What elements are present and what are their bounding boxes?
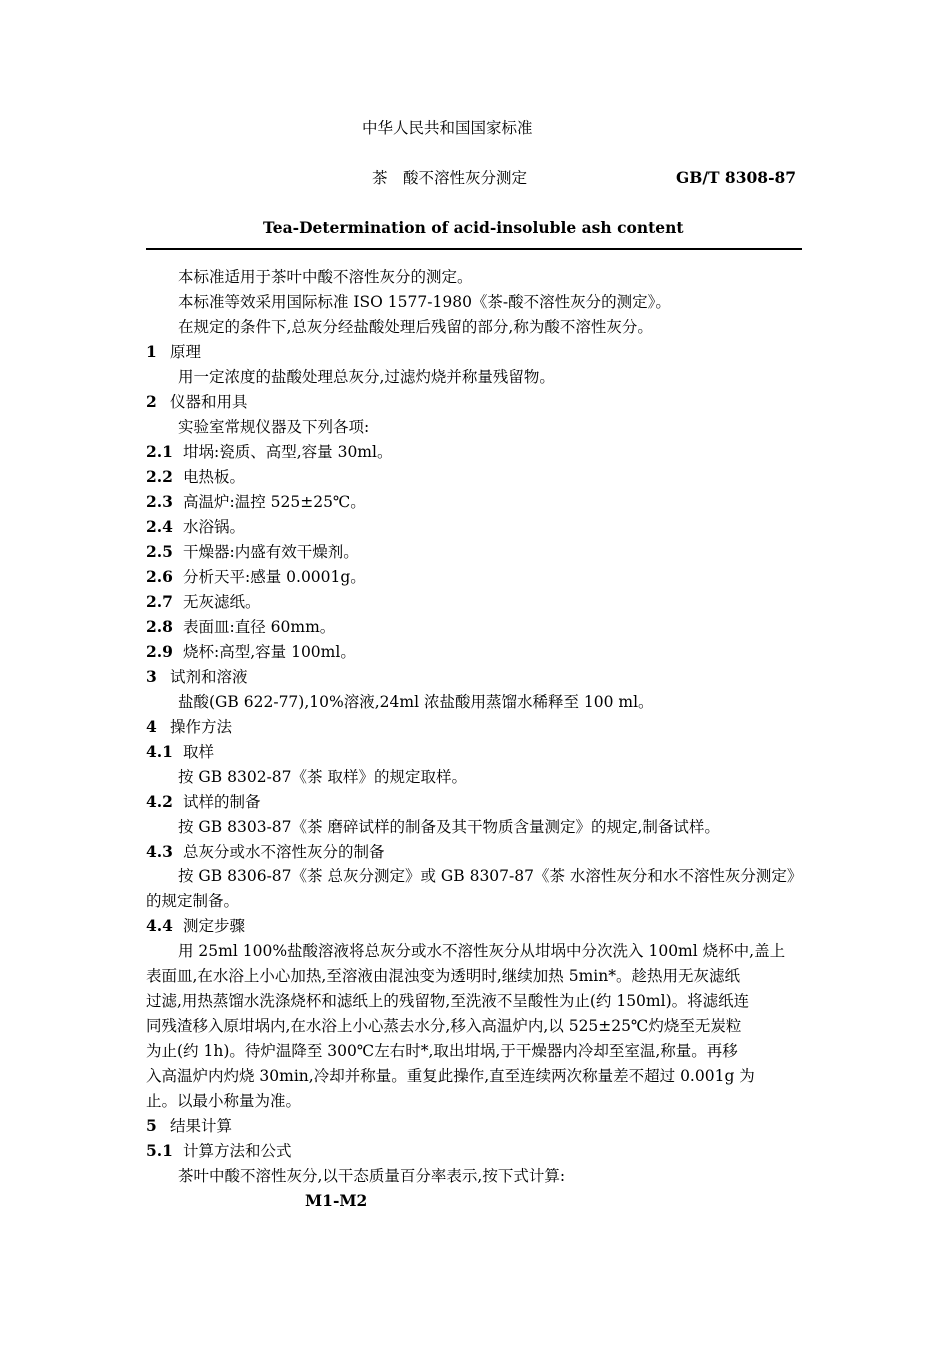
section-4-title: 操作方法 (170, 718, 233, 736)
item-text: 坩埚:瓷质、高型,容量 30ml。 (183, 443, 393, 461)
intro-iso-reference: 本标准等效采用国际标准 ISO 1577-1980《茶-酸不溶性灰分的测定》。 (178, 293, 671, 311)
section-2-text: 实验室常规仪器及下列各项: (178, 418, 370, 436)
standard-code: GB/T 8308-87 (676, 168, 797, 187)
section-3-title: 试剂和溶液 (170, 668, 248, 686)
item-number: 2.4 (146, 517, 173, 536)
section-4-2-text: 按 GB 8303-87《茶 磨碎试样的制备及其干物质含量测定》的规定,制备试样。 (178, 818, 720, 836)
section-2-number: 2 (146, 392, 157, 411)
section-1-number: 1 (146, 342, 157, 361)
item-number: 2.1 (146, 442, 173, 461)
section-5-1-title: 计算方法和公式 (183, 1142, 292, 1160)
item-number: 2.2 (146, 467, 173, 486)
standard-org: 中华人民共和国国家标准 (362, 119, 533, 137)
section-4-4-title: 测定步骤 (183, 917, 246, 935)
section-4-1-title: 取样 (183, 743, 215, 761)
section-4-4-text-line: 入高温炉内灼烧 30min,冷却并称量。重复此操作,直至连续两次称量差不超过 0.001g 为 (146, 1067, 755, 1085)
item-text: 表面皿:直径 60mm。 (183, 618, 336, 636)
item-number: 2.5 (146, 542, 173, 561)
item-number: 2.8 (146, 617, 173, 636)
section-4-4-text-line: 用 25ml 100%盐酸溶液将总灰分或水不溶性灰分从坩埚中分次洗入 100ml 烧杯中,盖上 (178, 942, 786, 960)
section-4-1-number: 4.1 (146, 742, 173, 761)
section-3-text: 盐酸(GB 622-77),10%溶液,24ml 浓盐酸用蒸馏水稀释至 100 ml。 (178, 693, 654, 711)
section-4-4-text-line: 止。以最小称量为准。 (146, 1092, 302, 1110)
intro-scope: 本标准适用于茶叶中酸不溶性灰分的测定。 (178, 268, 473, 286)
item-text: 烧杯:高型,容量 100ml。 (183, 643, 356, 661)
item-number: 2.7 (146, 592, 173, 611)
section-1-title: 原理 (170, 343, 202, 361)
item-number: 2.3 (146, 492, 173, 511)
section-1-text: 用一定浓度的盐酸处理总灰分,过滤灼烧并称量残留物。 (178, 368, 555, 386)
section-4-3-title: 总灰分或水不溶性灰分的制备 (183, 843, 385, 861)
section-4-4-text-line: 过滤,用热蒸馏水洗涤烧杯和滤纸上的残留物,至洗液不呈酸性为止(约 150ml)。将滤纸连 (146, 992, 750, 1010)
english-title: Tea-Determination of acid-insoluble ash content (263, 218, 684, 237)
section-4-3-number: 4.3 (146, 842, 173, 861)
section-4-4-text-line: 表面皿,在水浴上小心加热,至溶液由混浊变为透明时,继续加热 5min*。趁热用无灰滤纸 (146, 967, 740, 985)
item-number: 2.9 (146, 642, 173, 661)
section-2-title: 仪器和用具 (170, 393, 248, 411)
standard-title: 茶 酸不溶性灰分测定 (372, 169, 528, 187)
section-4-3-text-line: 按 GB 8306-87《茶 总灰分测定》或 GB 8307-87《茶 水溶性灰分和水不溶性灰分测定》 (178, 867, 803, 885)
item-text: 无灰滤纸。 (183, 593, 261, 611)
section-5-title: 结果计算 (170, 1117, 233, 1135)
section-5-number: 5 (146, 1116, 157, 1135)
section-4-2-number: 4.2 (146, 792, 173, 811)
section-3-number: 3 (146, 667, 157, 686)
section-4-3-text-line: 的规定制备。 (146, 892, 240, 910)
formula-numerator: M1-M2 (305, 1191, 368, 1210)
item-text: 水浴锅。 (183, 518, 246, 536)
item-text: 分析天平:感量 0.0001g。 (183, 568, 366, 586)
section-4-4-text-line: 为止(约 1h)。待炉温降至 300℃左右时*,取出坩埚,于干燥器内冷却至室温,称量。再移 (146, 1042, 738, 1060)
item-text: 干燥器:内盛有效干燥剂。 (183, 543, 359, 561)
section-4-4-text-line: 同残渣移入原坩埚内,在水浴上小心蒸去水分,移入高温炉内,以 525±25℃灼烧至无炭粒 (146, 1017, 742, 1035)
item-text: 电热板。 (183, 468, 246, 486)
section-4-1-text: 按 GB 8302-87《茶 取样》的规定取样。 (178, 768, 467, 786)
item-number: 2.6 (146, 567, 173, 586)
section-5-1-text: 茶叶中酸不溶性灰分,以干态质量百分率表示,按下式计算: (178, 1167, 566, 1185)
section-5-1-number: 5.1 (146, 1141, 173, 1160)
item-text: 高温炉:温控 525±25℃。 (183, 493, 366, 511)
section-4-2-title: 试样的制备 (183, 793, 261, 811)
section-4-number: 4 (146, 717, 157, 736)
section-4-4-number: 4.4 (146, 916, 173, 935)
header-rule (146, 248, 802, 250)
intro-definition: 在规定的条件下,总灰分经盐酸处理后残留的部分,称为酸不溶性灰分。 (178, 318, 653, 336)
